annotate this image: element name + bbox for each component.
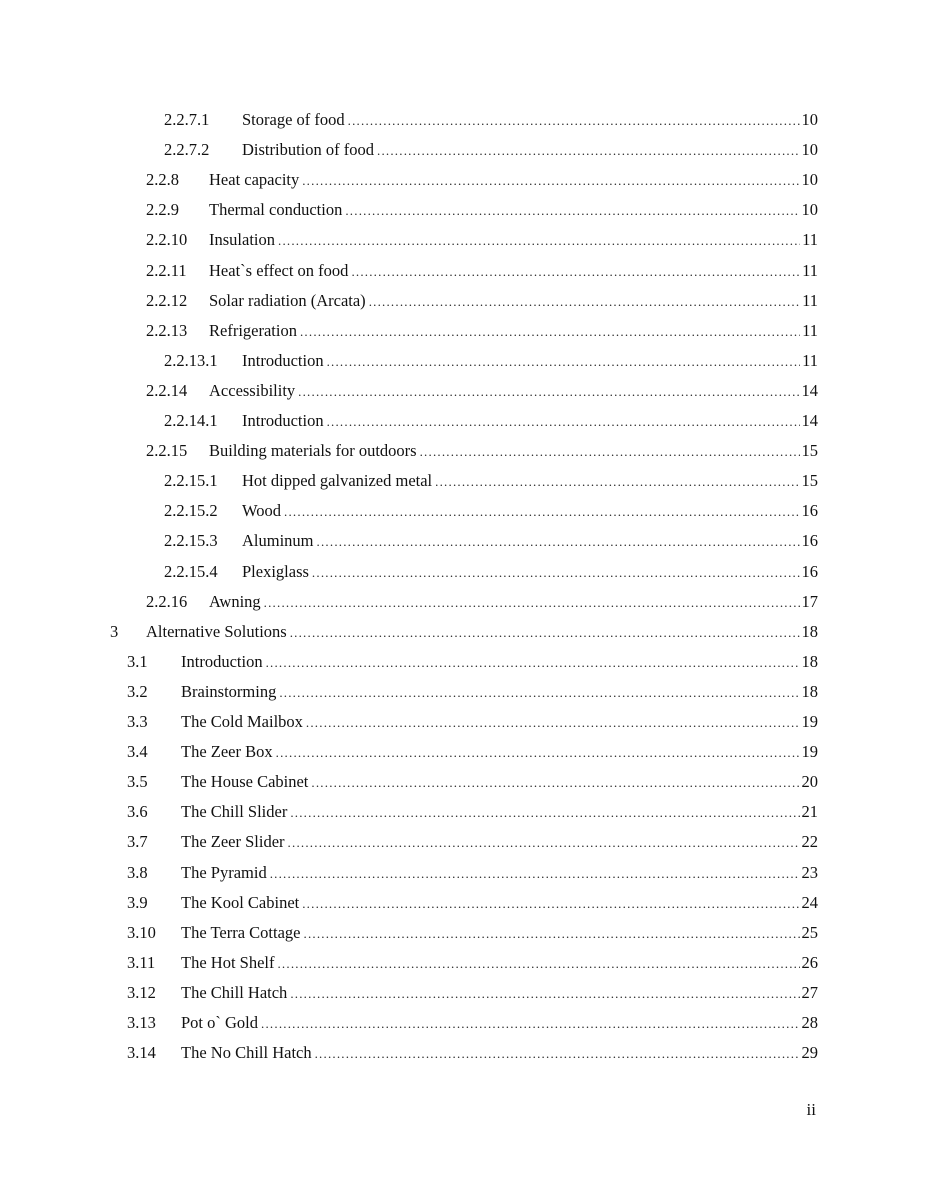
toc-entry[interactable] [127,647,818,677]
toc-entry[interactable] [164,346,818,376]
toc-entry[interactable] [127,707,818,737]
toc-entry-number: 2.2.7.1 [164,110,210,129]
toc-entry-title: Introduction [181,651,263,671]
toc-dot-leader [261,1009,799,1039]
toc-entry[interactable] [127,1008,818,1038]
toc-entry-title: The Chill Slider [181,802,288,822]
toc-entry[interactable] [164,557,818,587]
toc-entry-number: 3.12 [127,982,156,1002]
toc-entry-page: 18 [801,681,818,701]
toc-entry-page: 16 [801,531,818,551]
toc-dot-leader [311,768,799,798]
toc-entry-page: 18 [801,651,818,671]
toc-entry-title: The Zeer Slider [181,832,285,852]
toc-entry-number: 3.9 [127,892,148,912]
toc-entry-page: 18 [801,621,818,641]
toc-dot-leader [348,106,800,136]
toc-entry-title: Introduction [242,350,324,370]
toc-entry-number: 2.2.12 [146,290,188,310]
toc-entry-page: 28 [801,1013,818,1032]
toc-entry-number: 2.2.15.2 [164,501,218,521]
toc-dot-leader [435,467,799,497]
toc-entry-page: 11 [802,230,818,250]
toc-entry[interactable] [127,737,818,767]
toc-dot-leader [300,317,800,347]
toc-entry[interactable] [164,496,818,526]
toc-entry-title: Hot dipped galvanized metal [242,471,433,491]
toc-entry-title: Thermal conduction [209,200,343,220]
toc-entry-number: 3 [110,621,119,641]
toc-entry-number: 3.1 [127,651,148,671]
toc-entry[interactable] [127,948,818,978]
toc-entry-title: Aluminum [242,531,314,551]
toc-dot-leader [277,949,799,979]
toc-dot-leader [377,136,800,166]
toc-entry-title: Pot o` Gold [181,1013,259,1032]
toc-dot-leader [270,859,800,889]
toc-entry[interactable] [146,436,818,466]
toc-entry[interactable] [146,256,818,286]
toc-entry[interactable] [127,858,818,888]
toc-dot-leader [345,196,799,226]
toc-entry-number: 3.11 [127,952,156,972]
toc-entry-title: Solar radiation (Arcata) [209,290,366,310]
toc-entry[interactable] [164,466,818,496]
toc-entry-number: 2.2.11 [146,260,187,280]
toc-dot-leader [288,828,800,858]
toc-entry-title: The Terra Cottage [181,922,301,942]
toc-entry-number: 2.2.15.4 [164,561,218,581]
toc-entry-page: 16 [801,501,818,521]
toc-dot-leader [302,166,799,196]
toc-entry-title: The Hot Shelf [181,952,275,972]
toc-entry[interactable] [164,135,818,165]
toc-entry-page: 16 [801,561,818,581]
toc-entry[interactable] [127,677,818,707]
toc-entry-title: Brainstorming [181,681,277,701]
toc-entry-title: The Kool Cabinet [181,892,300,912]
toc-entry-title: The Cold Mailbox [181,712,303,731]
toc-entry-number: 2.2.7.2 [164,140,210,160]
toc-dot-leader [351,257,800,287]
toc-entry-number: 3.7 [127,832,148,852]
toc-entry-page: 15 [801,441,818,461]
toc-entry[interactable] [127,827,818,857]
toc-entry[interactable] [146,376,818,406]
toc-entry-page: 21 [801,802,818,822]
toc-entry-page: 22 [801,832,818,852]
toc-entry-number: 3.5 [127,772,148,792]
toc-dot-leader [290,618,800,648]
toc-dot-leader [276,738,800,768]
toc-entry-page: 29 [801,1043,818,1063]
toc-entry-title: Awning [209,591,261,611]
toc-entry-page: 17 [801,591,818,611]
toc-entry-page: 10 [801,110,818,129]
toc-entry-page: 23 [801,862,818,882]
toc-entry-page: 24 [801,892,818,912]
toc-entry-page: 10 [801,140,818,160]
toc-entry-page: 27 [801,982,818,1002]
toc-entry[interactable] [146,587,818,617]
toc-entry-title: Distribution of food [242,140,374,160]
toc-entry-title: Heat capacity [209,170,300,190]
toc-entry[interactable] [127,888,818,918]
toc-entry-title: Introduction [242,411,324,430]
toc-entry-number: 3.2 [127,681,148,701]
toc-entry-page: 11 [802,320,818,340]
toc-entry[interactable] [164,526,818,556]
toc-entry[interactable] [127,1038,818,1068]
toc-entry-number: 2.2.13.1 [164,350,218,370]
toc-entry-page: 14 [801,380,818,400]
toc-entry-title: Storage of food [242,110,345,129]
toc-dot-leader [302,889,799,919]
toc-entry-title: Heat`s effect on food [209,260,349,280]
toc-entry[interactable] [164,105,818,135]
toc-entry[interactable] [127,918,818,948]
toc-entry-title: The No Chill Hatch [181,1043,312,1063]
toc-dot-leader [369,287,800,317]
page-number: ii [806,1100,816,1119]
toc-entry[interactable] [146,316,818,346]
toc-dot-leader [284,497,799,527]
toc-dot-leader [278,226,800,256]
toc-dot-leader [290,979,799,1009]
toc-entry-page: 10 [801,170,818,190]
toc-dot-leader [327,347,801,377]
toc-entry[interactable] [127,797,818,827]
toc-entry-number: 3.8 [127,862,148,882]
toc-entry-number: 2.2.10 [146,230,188,250]
toc-entry-number: 2.2.8 [146,170,179,190]
toc-dot-leader [312,558,800,588]
toc-entry[interactable] [127,978,818,1008]
toc-entry-page: 19 [801,742,818,762]
toc-entry[interactable] [146,165,818,195]
toc-dot-leader [317,527,800,557]
toc-entry-number: 3.14 [127,1043,156,1063]
toc-entry-number: 3.4 [127,742,148,762]
toc-entry-title: Refrigeration [209,320,297,340]
toc-entry-number: 2.2.13 [146,320,188,340]
toc-dot-leader [298,377,799,407]
toc-dot-leader [420,437,800,467]
toc-entry-number: 2.2.15.3 [164,531,218,551]
toc-entry-title: Building materials for outdoors [209,441,417,461]
toc-entry-number: 3.3 [127,712,148,731]
toc-entry-number: 2.2.15.1 [164,471,218,491]
toc-entry-title: The Pyramid [181,862,267,882]
toc-dot-leader [266,648,800,678]
toc-entry[interactable] [127,767,818,797]
toc-entry-title: Accessibility [209,380,296,400]
toc-entry[interactable] [146,225,818,255]
toc-dot-leader [315,1039,800,1069]
toc-entry-page: 11 [802,350,818,370]
toc-entry-number: 2.2.14.1 [164,411,218,430]
toc-dot-leader [279,678,799,708]
toc-entry-page: 25 [801,922,818,942]
toc-entry-number: 3.10 [127,922,156,942]
toc-entry-page: 15 [801,471,818,491]
toc-entry-title: Plexiglass [242,561,309,581]
toc-entry-title: The Zeer Box [181,742,273,762]
toc-entry-number: 2.2.15 [146,441,188,461]
toc-entry-page: 14 [801,411,818,430]
toc-entry-page: 26 [801,952,818,972]
toc-entry[interactable] [110,617,818,647]
toc-entry-title: Wood [242,501,282,521]
toc-entry-number: 2.2.16 [146,591,188,611]
toc-entry-number: 3.6 [127,802,148,822]
toc-dot-leader [290,798,799,828]
toc-entry-title: The House Cabinet [181,772,309,792]
toc-dot-leader [304,919,800,949]
toc-entry-title: Alternative Solutions [146,621,287,641]
toc-entry-title: The Chill Hatch [181,982,288,1002]
toc-entry-page: 11 [802,260,818,280]
toc-entry-number: 3.13 [127,1013,156,1032]
toc-entry[interactable] [146,195,818,225]
toc-dot-leader [327,407,800,437]
toc-entry-page: 20 [801,772,818,792]
toc-entry-title: Insulation [209,230,275,250]
toc-entry-page: 19 [801,712,818,731]
toc-entry-page: 11 [802,290,818,310]
toc-entry[interactable] [146,286,818,316]
toc-entry-number: 2.2.9 [146,200,179,220]
toc-dot-leader [306,708,800,738]
toc-entry[interactable] [164,406,818,436]
toc-dot-leader [264,588,800,618]
toc-entry-number: 2.2.14 [146,380,188,400]
toc-entry-page: 10 [801,200,818,220]
